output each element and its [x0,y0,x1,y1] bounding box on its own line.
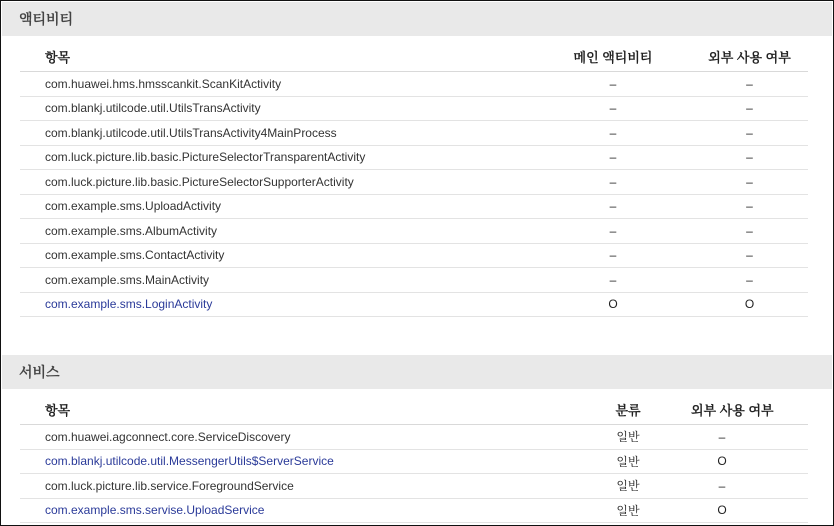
activity-main-flag: – [535,268,691,293]
activities-col-name: 항목 [20,41,535,72]
service-category: 일반 [535,474,691,499]
activity-main-flag: – [535,96,691,121]
service-name: com.luck.picture.lib.service.ForegroundService [20,474,535,499]
activity-main-flag: – [535,72,691,97]
activity-main-flag: – [535,194,691,219]
service-external-flag: – [691,425,808,450]
activities-section-title: 액티비티 [19,11,74,27]
activities-col-main: 메인 액티비티 [535,41,691,72]
activity-external-flag: – [691,219,808,244]
activity-external-flag: – [691,72,808,97]
services-section-title: 서비스 [19,364,60,380]
services-table [20,394,808,523]
activity-external-flag: – [691,268,808,293]
table-row [20,219,808,244]
activity-main-flag: O [535,292,691,317]
service-category: 일반 [535,425,691,450]
service-link-server-service[interactable]: com.blankj.utilcode.util.MessengerUtils$ServerService [20,449,535,474]
activity-name: com.example.sms.AlbumActivity [20,219,535,244]
activity-main-flag: – [535,145,691,170]
services-table-header-row [20,394,808,425]
activity-name: com.blankj.utilcode.util.UtilsTransActivity4MainProcess [20,121,535,146]
activity-external-flag: – [691,145,808,170]
service-category: 일반 [535,449,691,474]
table-row [20,268,808,293]
table-row [20,243,808,268]
service-category: 일반 [535,498,691,523]
activity-external-flag: O [691,292,808,317]
table-row [20,96,808,121]
activities-table-header-row [20,41,808,72]
activity-name: com.blankj.utilcode.util.UtilsTransActivity [20,96,535,121]
activities-col-external: 외부 사용 여부 [691,41,808,72]
services-section-header [2,355,832,389]
activity-external-flag: – [691,194,808,219]
activity-main-flag: – [535,243,691,268]
table-row [20,425,808,450]
table-row [20,170,808,195]
activity-main-flag: – [535,170,691,195]
services-col-name: 항목 [20,394,535,425]
service-link-upload-service[interactable]: com.example.sms.servise.UploadService [20,498,535,523]
table-row [20,292,808,317]
service-external-flag: O [691,498,808,523]
table-row [20,121,808,146]
activity-main-flag: – [535,121,691,146]
activity-name: com.luck.picture.lib.basic.PictureSelectorSupporterActivity [20,170,535,195]
activity-name: com.huawei.hms.hmsscankit.ScanKitActivity [20,72,535,97]
table-row [20,498,808,523]
activities-section-header [2,2,832,36]
service-external-flag: – [691,474,808,499]
activity-external-flag: – [691,96,808,121]
table-row [20,145,808,170]
activities-table [20,41,808,317]
activity-external-flag: – [691,121,808,146]
activity-link-login[interactable]: com.example.sms.LoginActivity [20,292,535,317]
table-row [20,449,808,474]
activity-main-flag: – [535,219,691,244]
services-col-category: 분류 [535,394,691,425]
table-row [20,72,808,97]
activity-name: com.example.sms.UploadActivity [20,194,535,219]
service-external-flag: O [691,449,808,474]
activity-name: com.luck.picture.lib.basic.PictureSelectorTransparentActivity [20,145,535,170]
activity-external-flag: – [691,243,808,268]
activity-name: com.example.sms.ContactActivity [20,243,535,268]
services-col-external: 외부 사용 여부 [691,394,808,425]
table-row [20,474,808,499]
activity-name: com.example.sms.MainActivity [20,268,535,293]
activity-external-flag: – [691,170,808,195]
table-row [20,194,808,219]
service-name: com.huawei.agconnect.core.ServiceDiscovery [20,425,535,450]
